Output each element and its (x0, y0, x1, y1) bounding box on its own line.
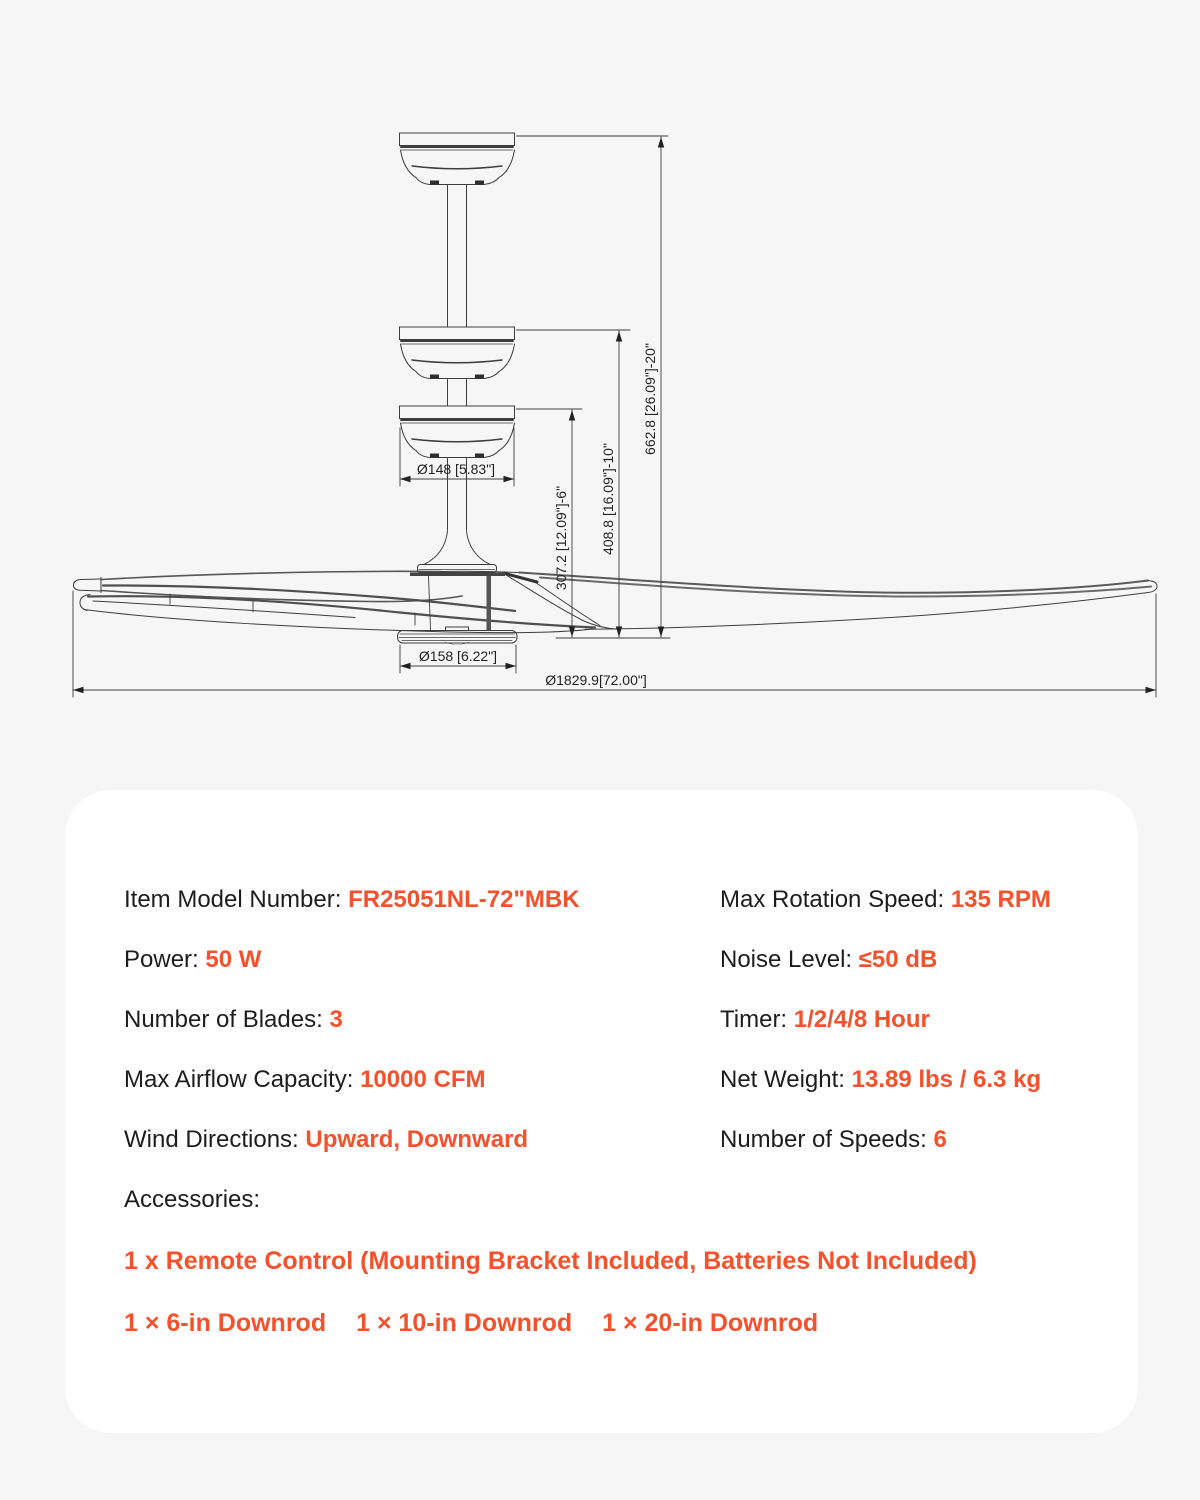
canopy-20in-position (400, 133, 515, 185)
spec-number-of-blades (124, 1005, 343, 1035)
bottom-hub (398, 627, 518, 645)
dim-label-height-20in: 662.8 [26.09"]-20" (642, 343, 658, 455)
canopy-6in-position (400, 406, 515, 458)
dim-label-hub-diameter: Ø158 [6.22"] (418, 648, 498, 664)
spec-label: Item Model Number: (124, 886, 349, 913)
spec-value: 50 W (205, 946, 262, 973)
spec-noise-level (720, 945, 937, 975)
spec-value: 10000 CFM (360, 1066, 486, 1093)
spec-value: ≤50 dB (858, 946, 938, 973)
spec-value: FR25051NL-72"MBK (348, 886, 580, 913)
spec-label: Max Airflow Capacity: (124, 1066, 361, 1093)
spec-value: 6 (933, 1126, 947, 1153)
spec-max-airflow (124, 1065, 485, 1095)
spec-accessories-heading (124, 1185, 260, 1215)
spec-label: Accessories: (124, 1186, 261, 1213)
spec-item-model-number (124, 885, 580, 915)
accessory-remote-control-line: 1 x Remote Control (Mounting Bracket Included, Batteries Not Included) (124, 1247, 977, 1275)
spec-max-rotation-speed (720, 885, 1051, 915)
accessory-downrod-6in: 1 × 6-in Downrod (124, 1309, 327, 1337)
accessory-downrod-20in: 1 × 20-in Downrod (602, 1309, 819, 1337)
accessory-downrods-line (124, 1307, 818, 1339)
spec-timer (720, 1005, 930, 1035)
dim-label-overall-diameter: Ø1829.9[72.00"] (545, 672, 647, 688)
spec-value: 3 (329, 1006, 343, 1033)
spec-label: Max Rotation Speed: (720, 886, 951, 913)
spec-value: 13.89 lbs / 6.3 kg (851, 1066, 1042, 1093)
spec-power (124, 945, 261, 975)
dim-label-height-10in: 408.8 [16.09"]-10" (600, 443, 616, 555)
specifications-panel (65, 790, 1138, 1433)
spec-label: Number of Blades: (124, 1006, 330, 1033)
spec-wind-directions (124, 1125, 528, 1155)
spec-number-of-speeds (720, 1125, 947, 1155)
fan-blades (74, 571, 1158, 632)
dimension-lines (73, 136, 1156, 697)
spec-label: Timer: (720, 1006, 794, 1033)
spec-value: Upward, Downward (305, 1126, 529, 1153)
spec-label: Net Weight: (720, 1066, 852, 1093)
spec-label: Power: (124, 946, 206, 973)
spec-value: 1/2/4/8 Hour (793, 1006, 930, 1033)
canopy-10in-position (400, 327, 515, 379)
spec-label: Number of Speeds: (720, 1126, 934, 1153)
spec-label: Wind Directions: (124, 1126, 306, 1153)
spec-net-weight (720, 1065, 1041, 1095)
spec-value: 135 RPM (950, 886, 1051, 913)
dim-label-canopy-diameter: Ø148 [5.83"] (416, 461, 496, 477)
downrod (448, 186, 467, 531)
dim-label-height-6in: 307.2 [12.09"]-6" (553, 485, 569, 591)
spec-label: Noise Level: (720, 946, 859, 973)
accessory-downrod-10in: 1 × 10-in Downrod (356, 1309, 573, 1337)
